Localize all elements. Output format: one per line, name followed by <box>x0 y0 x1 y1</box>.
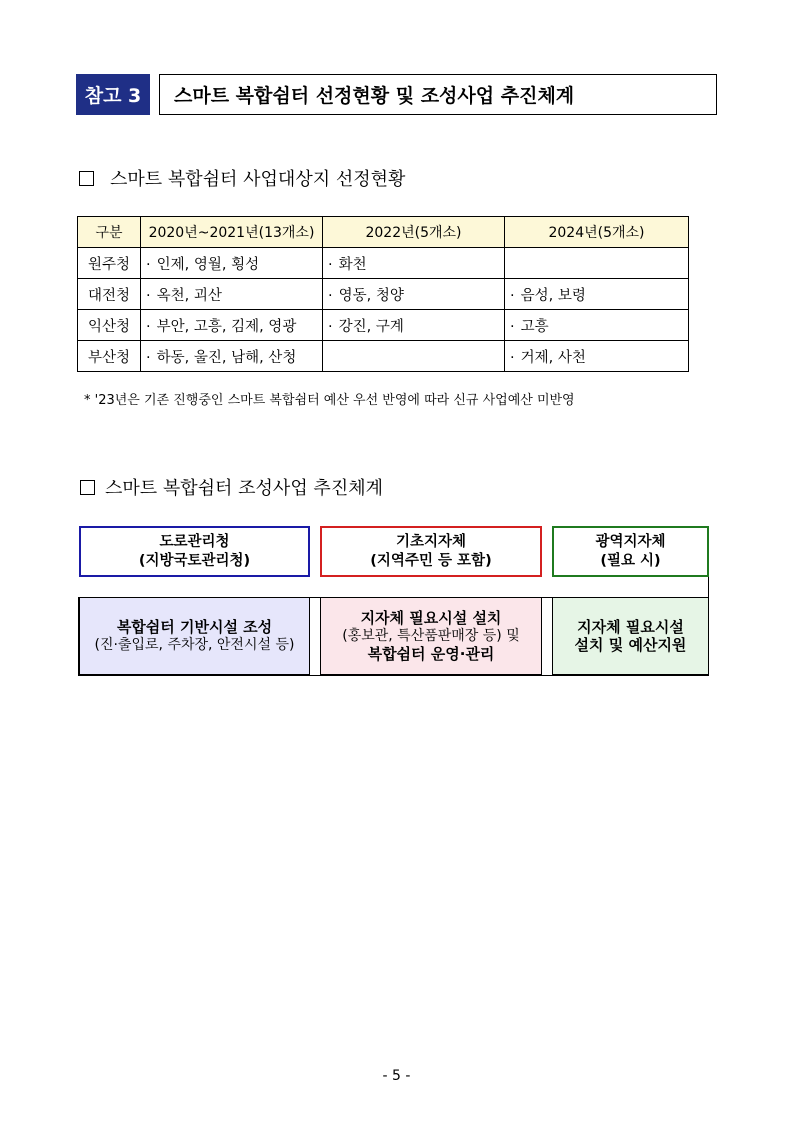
section-heading-text: 스마트 복합쉼터 조성사업 추진체계 <box>105 478 383 499</box>
cell-2021: · 부안, 고흥, 김제, 영광 <box>141 310 323 341</box>
office-cell: 대전청 <box>78 279 141 310</box>
office-cell: 익산청 <box>78 310 141 341</box>
table-row <box>78 310 689 341</box>
section-heading-text: 스마트 복합쉼터 사업대상지 선정현황 <box>110 169 406 190</box>
office-cell: 부산청 <box>78 341 141 372</box>
cell-2024: · 음성, 보령 <box>505 279 689 310</box>
office-cell: 원주청 <box>78 248 141 279</box>
section-heading-selection <box>79 165 405 191</box>
cell-2022: · 화천 <box>323 248 505 279</box>
cell-2021: · 하동, 울진, 남해, 산청 <box>141 341 323 372</box>
cell-2022 <box>323 341 505 372</box>
reference-badge: 참고 3 <box>76 74 150 115</box>
org-box-local-government: 기초지자체 (지역주민 등 포함) <box>320 526 542 577</box>
task-box-infrastructure: 복합쉼터 기반시설 조성 (진·출입로, 주차장, 안전시설 등) <box>79 597 310 675</box>
header-category: 구분 <box>78 217 141 248</box>
cell-2022: · 영동, 청양 <box>323 279 505 310</box>
checkbox-icon <box>79 171 94 186</box>
selection-status-table <box>77 216 689 372</box>
cell-2024: · 거제, 사천 <box>505 341 689 372</box>
connector-line <box>708 577 709 598</box>
cell-2024 <box>505 248 689 279</box>
org-box-road-authority: 도로관리청 (지방국토관리청) <box>79 526 310 577</box>
section-heading-framework <box>80 474 383 500</box>
page-title: 스마트 복합쉼터 선정현황 및 조성사업 추진체계 <box>159 74 717 115</box>
cell-2021: · 옥천, 괴산 <box>141 279 323 310</box>
org-box-metropolitan-government: 광역지자체 (필요 시) <box>552 526 709 577</box>
header-2024: 2024년(5개소) <box>505 217 689 248</box>
cell-2021: · 인제, 영월, 횡성 <box>141 248 323 279</box>
task-box-budget-support: 지자체 필요시설 설치 및 예산지원 <box>552 597 709 675</box>
header-2020-2021: 2020년~2021년(13개소) <box>141 217 323 248</box>
table-header-row <box>78 217 689 248</box>
cell-2024: · 고흥 <box>505 310 689 341</box>
table-row <box>78 341 689 372</box>
header-2022: 2022년(5개소) <box>323 217 505 248</box>
task-box-local-facilities: 지자체 필요시설 설치 (홍보관, 특산품판매장 등) 및 복합쉼터 운영·관리 <box>320 597 542 675</box>
table-row <box>78 279 689 310</box>
table-row <box>78 248 689 279</box>
checkbox-icon <box>80 480 95 495</box>
footnote: * '23년은 기존 진행중인 스마트 복합쉼터 예산 우선 반영에 따라 신규 사업예산 미반영 <box>84 393 575 408</box>
page-number: - 5 - <box>382 1068 411 1084</box>
cell-2022: · 강진, 구계 <box>323 310 505 341</box>
